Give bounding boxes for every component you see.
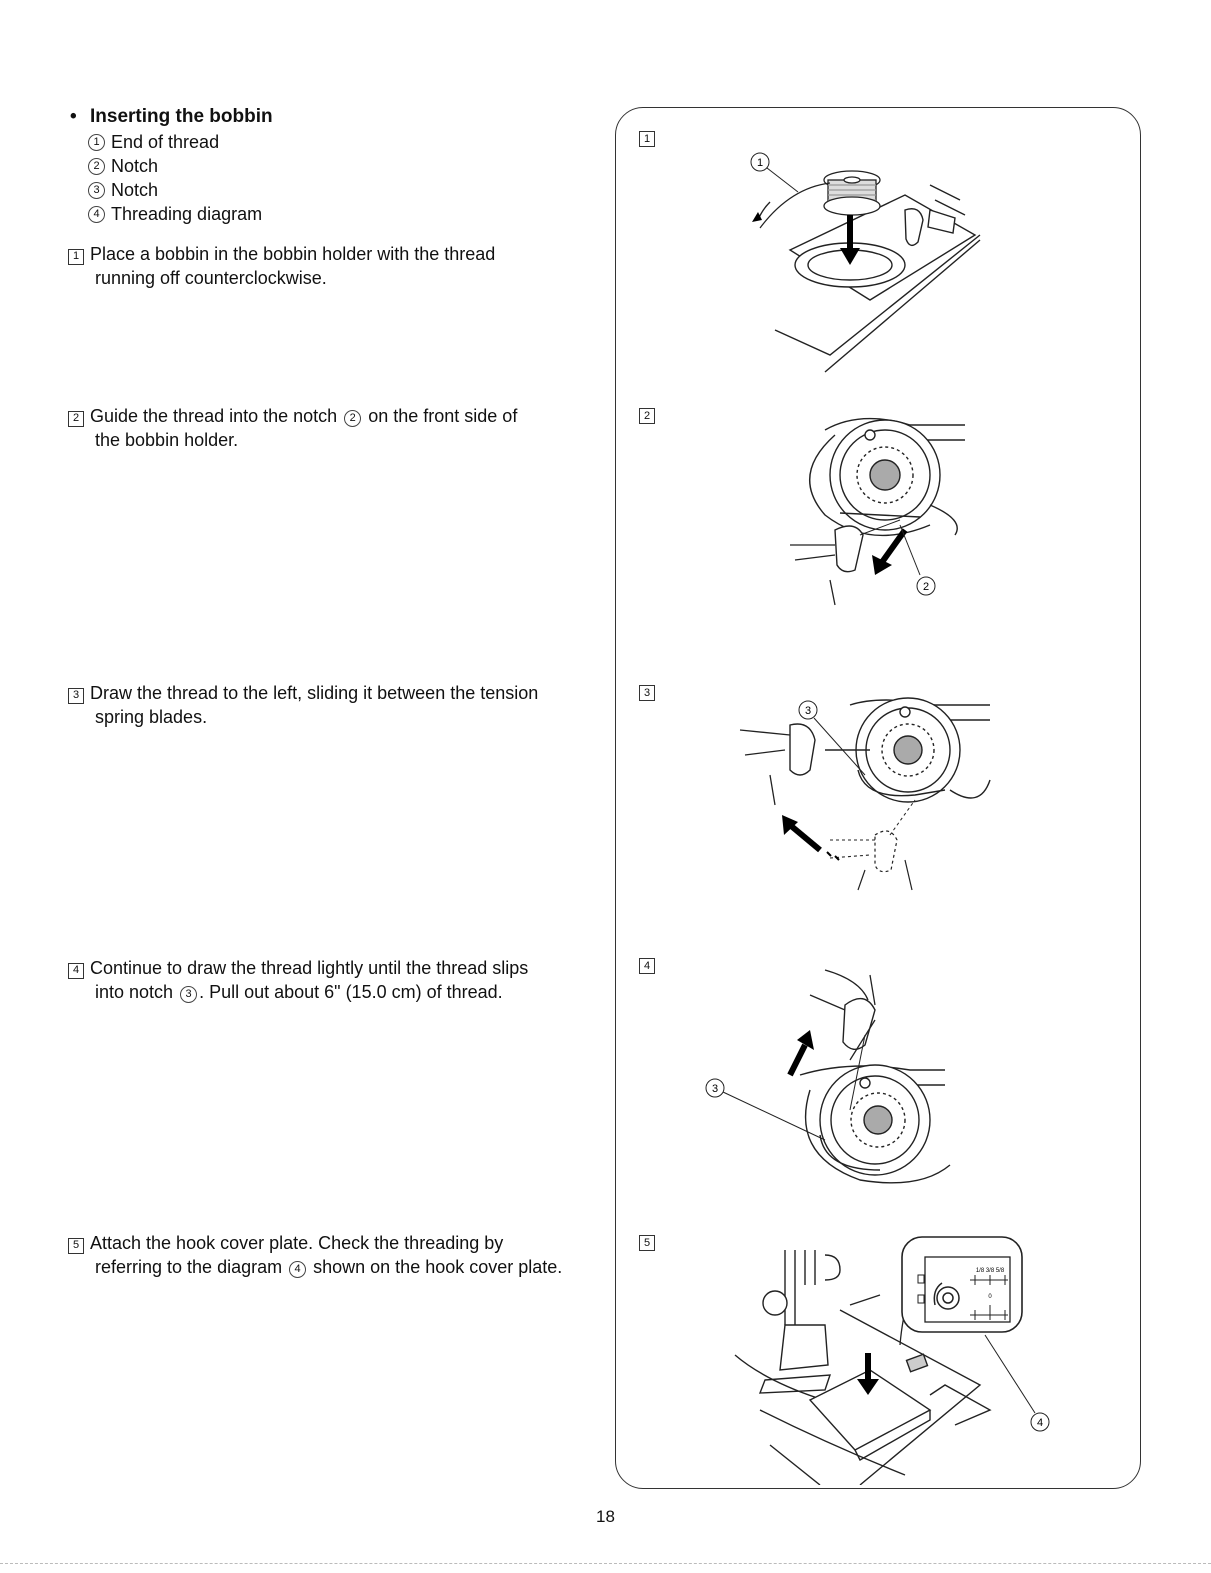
callout-number: 3	[711, 1083, 719, 1095]
bullet: •	[70, 106, 77, 127]
plate-marks: 1/8 3/8 5/8	[975, 1268, 1005, 1274]
legend-item	[88, 130, 262, 154]
notch-ref: 3	[180, 986, 197, 1003]
step-text: Attach the hook cover plate. Check the threading by	[90, 1233, 504, 1253]
legend-number: 4	[88, 206, 105, 223]
step-text: . Pull out about 6" (15.0 cm) of thread.	[199, 982, 503, 1002]
step-text-cont: running off counterclockwise.	[95, 268, 327, 288]
figure-4-illustration	[700, 960, 970, 1200]
figure-number: 5	[639, 1235, 655, 1251]
legend-number: 1	[88, 134, 105, 151]
plate-center-mark: 0	[988, 1294, 992, 1300]
legend-number: 3	[88, 182, 105, 199]
step-1	[68, 242, 613, 290]
step-number: 3	[68, 688, 84, 704]
section-title-text: Inserting the bobbin	[90, 106, 273, 127]
legend-label: End of thread	[111, 132, 220, 152]
figure-number: 2	[639, 408, 655, 424]
step-2	[68, 404, 613, 452]
figure-2-illustration	[780, 405, 980, 615]
figure-number: 1	[639, 131, 655, 147]
step-number: 4	[68, 963, 84, 979]
step-4	[68, 956, 613, 1004]
step-text: shown on the hook cover plate.	[313, 1257, 563, 1277]
step-text: Continue to draw the thread lightly until the thread slips	[90, 958, 529, 978]
figure-number: 3	[639, 685, 655, 701]
legend-number: 2	[88, 158, 105, 175]
step-number: 1	[68, 249, 84, 265]
step-text: into notch	[95, 982, 174, 1002]
step-number: 2	[68, 411, 84, 427]
step-5	[68, 1231, 613, 1279]
section-title	[70, 106, 273, 128]
step-text-cont	[68, 980, 613, 1004]
notch-ref: 2	[344, 410, 361, 427]
diagram-ref: 4	[289, 1261, 306, 1278]
figure-1-illustration	[730, 140, 1000, 380]
step-text: Guide the thread into the notch	[90, 406, 338, 426]
legend-item	[88, 154, 262, 178]
step-3	[68, 681, 613, 729]
step-text-cont: spring blades.	[95, 707, 208, 727]
legend-label: Notch	[111, 180, 159, 200]
figure-5-illustration	[730, 1235, 1060, 1485]
step-text: Place a bobbin in the bobbin holder with the thread	[90, 244, 496, 264]
figure-3-illustration	[730, 690, 1000, 905]
legend-label: Threading diagram	[111, 204, 263, 224]
callout-number: 4	[1036, 1417, 1044, 1429]
page-number: 18	[596, 1507, 615, 1526]
bottom-rule	[0, 1563, 1211, 1564]
figure-number: 4	[639, 958, 655, 974]
parts-legend	[88, 130, 262, 226]
legend-item	[88, 178, 262, 202]
step-text: referring to the diagram	[95, 1257, 283, 1277]
legend-item	[88, 202, 262, 226]
step-text: on the front side of	[368, 406, 518, 426]
step-text: Draw the thread to the left, sliding it between the tension	[90, 683, 539, 703]
callout-number: 1	[756, 157, 764, 169]
step-text-cont	[68, 1255, 613, 1279]
step-number: 5	[68, 1238, 84, 1254]
callout-number: 3	[804, 705, 812, 717]
legend-label: Notch	[111, 156, 159, 176]
callout-number: 2	[922, 581, 930, 593]
step-text-cont: the bobbin holder.	[95, 430, 239, 450]
